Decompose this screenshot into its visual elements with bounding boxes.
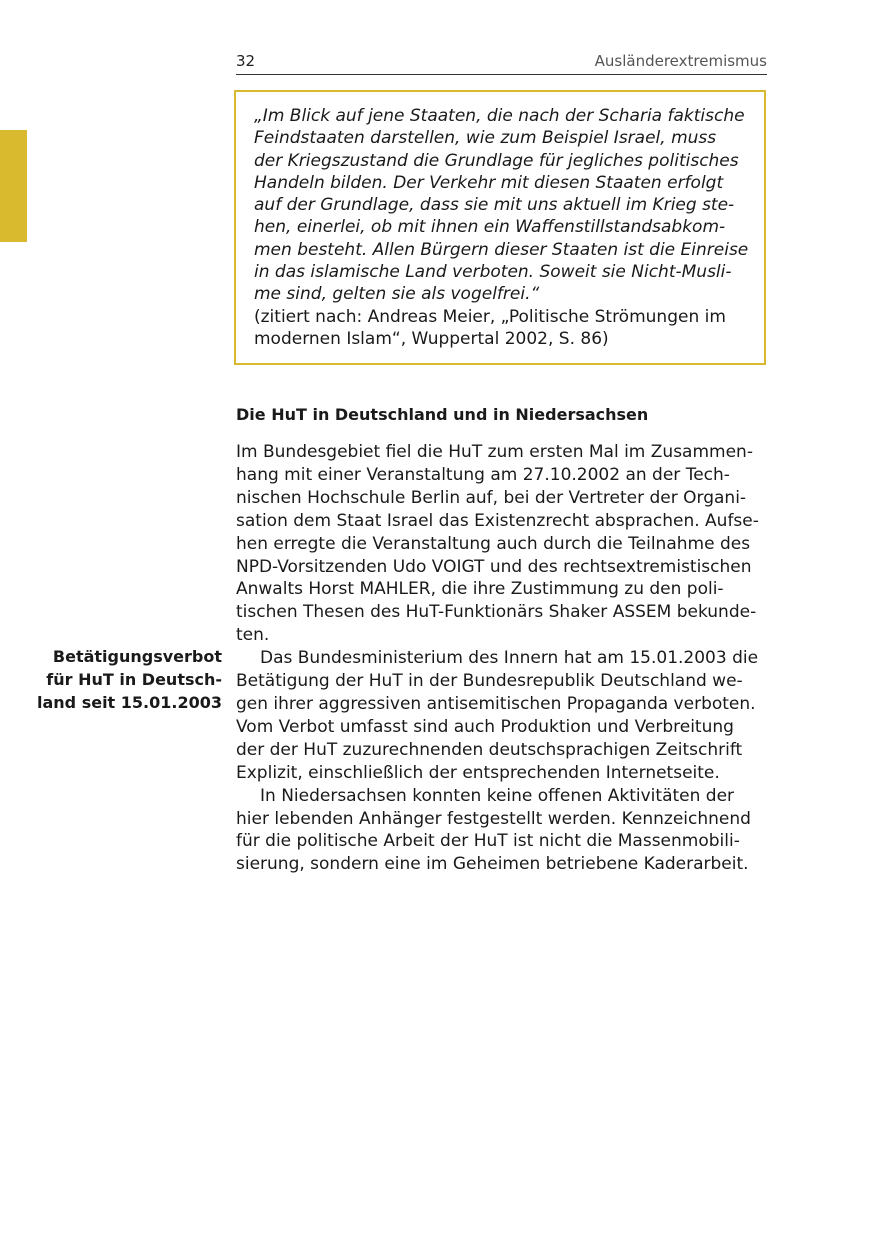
margin-note-line: land seit 15.01.2003 xyxy=(37,692,222,712)
body-line: Vom Verbot umfasst sind auch Produktion und Verbreitung xyxy=(236,716,734,737)
body-line: Im Bundesgebiet fiel die HuT zum ersten Mal im Zusammen- xyxy=(236,442,753,462)
body-line: Das Bundesministerium des Innern hat am 15.01.2003 die xyxy=(260,648,759,669)
body-line: Anwalts Horst MAHLER, die ihre Zustimmung zu den poli- xyxy=(236,579,724,600)
body-line: Betätigung der HuT in der Bundesrepublik Deutschland we- xyxy=(236,671,743,692)
margin-note-line: für HuT in Deutsch- xyxy=(46,669,222,689)
quote-line: me sind, gelten sie als vogelfrei.“ xyxy=(254,284,540,305)
body-line: sierung, sondern eine im Geheimen betriebene Kaderarbeit. xyxy=(236,854,749,875)
section-heading: Die HuT in Deutschland und in Niedersachsen xyxy=(236,405,649,424)
quote-line: der Kriegszustand die Grundlage für jegliches politisches xyxy=(254,150,739,171)
margin-note-line: Betätigungsverbot xyxy=(52,647,222,666)
body-line: hen erregte die Veranstaltung auch durch die Teilnahme des xyxy=(236,533,751,554)
chapter-color-tab xyxy=(0,130,27,242)
body-line: nischen Hochschule Berlin auf, bei der Vertreter der Organi- xyxy=(236,487,747,508)
quote-line: Feindstaaten darstellen, wie zum Beispiel Israel, muss xyxy=(254,128,717,149)
page-number: 32 xyxy=(236,52,256,70)
body-line: hier lebenden Anhänger festgestellt werden. Kennzeichnend xyxy=(236,808,751,829)
body-line: Explizit, einschließlich der entsprechenden Internetseite. xyxy=(236,762,720,783)
margin-note xyxy=(37,646,222,715)
body-line: sation dem Staat Israel das Existenzrecht absprachen. Aufse- xyxy=(236,510,759,531)
body-line: tischen Thesen des HuT-Funktionärs Shaker ASSEM bekunde- xyxy=(236,602,757,623)
running-head: Ausländerextremismus xyxy=(594,52,767,70)
quote-line: men besteht. Allen Bürgern dieser Staaten ist die Einreise xyxy=(254,239,749,260)
body-line: NPD-Vorsitzenden Udo VOIGT und des rechtsextremistischen xyxy=(236,556,752,577)
body-line: für die politische Arbeit der HuT ist nicht die Massenmobili- xyxy=(236,831,740,852)
quote-line: Handeln bilden. Der Verkehr mit diesen Staaten erfolgt xyxy=(254,172,724,193)
quote-citation: (zitiert nach: Andreas Meier, „Politische Strömungen im xyxy=(254,306,726,327)
quote-citation: modernen Islam“, Wuppertal 2002, S. 86) xyxy=(254,328,609,349)
body-line: gen ihrer aggressiven antisemitischen Propaganda verboten. xyxy=(236,693,756,714)
quote-line: auf der Grundlage, dass sie mit uns aktuell im Krieg ste- xyxy=(254,195,735,216)
body-line: ten. xyxy=(236,625,270,646)
quote-line: hen, einerlei, ob mit ihnen ein Waffenstillstandsabkom- xyxy=(254,217,726,238)
page-header xyxy=(236,50,767,75)
quote-line: „Im Blick auf jene Staaten, die nach der Scharia faktische xyxy=(254,106,745,126)
body-line: In Niedersachsen konnten keine offenen Aktivitäten der xyxy=(260,785,735,806)
quote-line: in das islamische Land verboten. Soweit sie Nicht-Musli- xyxy=(254,262,732,283)
body-line: der der HuT zuzurechnenden deutschsprachigen Zeitschrift xyxy=(236,739,743,760)
body-text xyxy=(236,441,776,876)
quote-box xyxy=(234,90,766,365)
body-line: hang mit einer Veranstaltung am 27.10.2002 an der Tech- xyxy=(236,464,730,485)
